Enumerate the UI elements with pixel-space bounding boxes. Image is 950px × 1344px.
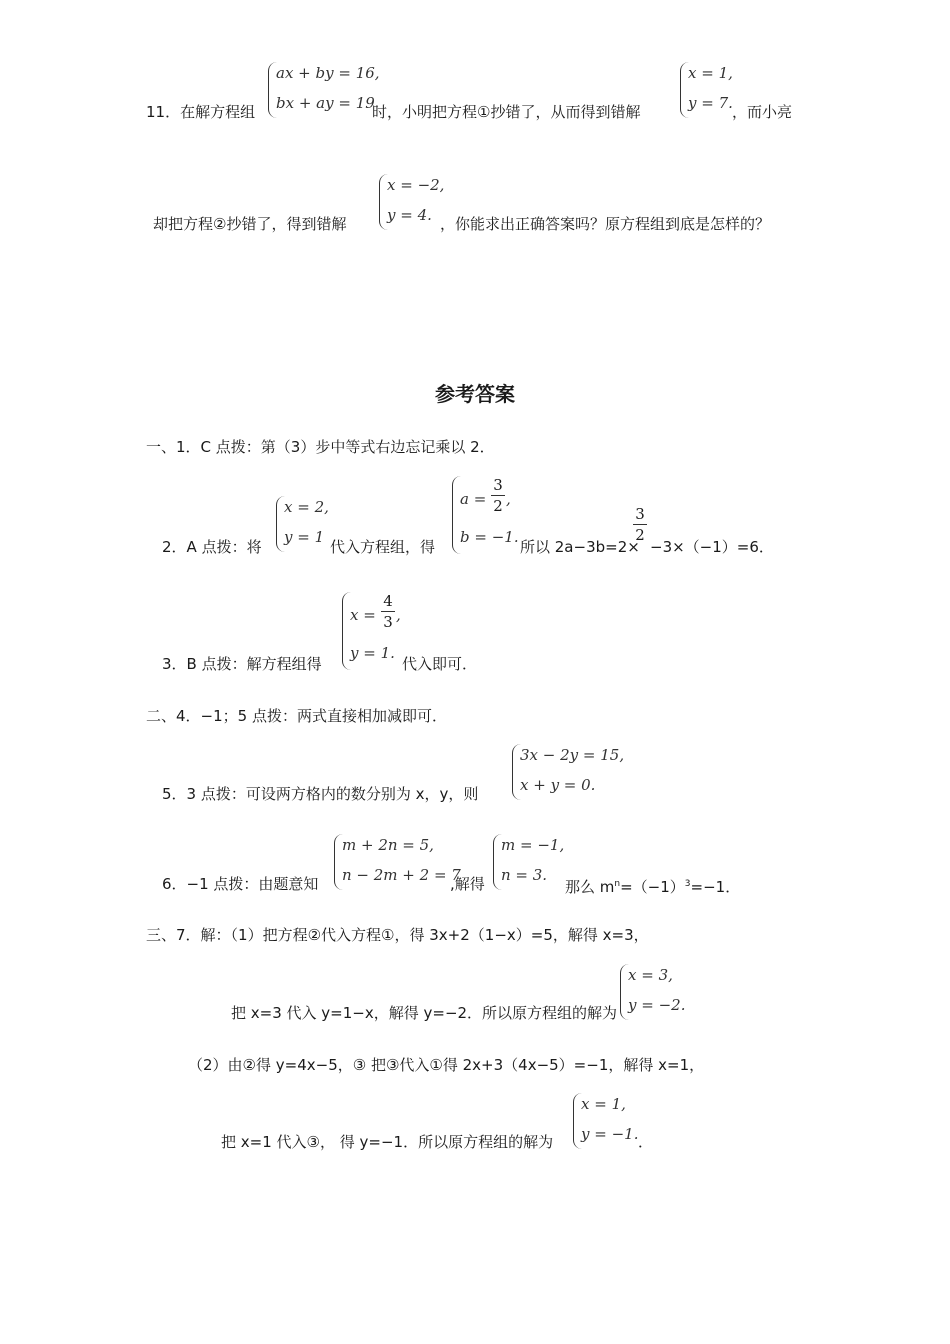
a7-2-y: y = −1. xyxy=(581,1125,639,1143)
a2-b: b = −1. xyxy=(460,528,519,546)
q11-eq2: bx + ay = 19 xyxy=(276,94,375,112)
a5-eq1: 3x − 2y = 15, xyxy=(520,746,625,764)
a6-m: m = −1, xyxy=(501,836,565,854)
a2-a-tail: , xyxy=(506,490,511,508)
answer-3-start: 3．B 点拨：解方程组得 xyxy=(162,655,322,673)
answer-7-system-1 xyxy=(620,964,693,1020)
a3-x-lhs: x = xyxy=(350,606,376,624)
answer-6-system-2 xyxy=(493,834,570,890)
q11-line1-start: 11．在解方程组 xyxy=(146,103,256,121)
a7-2-x: x = 1, xyxy=(581,1095,626,1113)
a6-eq2: n − 2m + 2 = 7 xyxy=(342,866,461,884)
answer-2-calc: 所以 2a−3b=2× xyxy=(520,538,640,556)
q11-xm-y: y = 7. xyxy=(688,94,733,112)
answer-2-system-2 xyxy=(452,476,521,554)
a2-calc-num: 3 xyxy=(635,505,645,523)
answer-2-end: −3×（−1）=6． xyxy=(650,538,774,556)
a7-1-x: x = 3, xyxy=(628,966,673,984)
answer-4: 二、4．−1；5 点拨：两式直接相加减即可． xyxy=(146,707,447,725)
a7-1-y: y = −2. xyxy=(628,996,686,1014)
a2-a-den: 2 xyxy=(493,497,503,515)
q11-line1-end: ，而小亮 xyxy=(732,103,793,121)
answer-7-line1: 三、7．解：（1）把方程②代入方程①，得 3x+2（1−x）=5，解得 x=3， xyxy=(146,926,649,944)
answer-3-system xyxy=(342,592,407,670)
answer-6-middle: ,解得 xyxy=(450,875,485,893)
a2-a-fraction xyxy=(489,476,507,515)
a2-y: y = 1 xyxy=(284,528,325,546)
a6-n: n = 3. xyxy=(501,866,548,884)
answer-5-system xyxy=(512,744,631,800)
q11-eq1: ax + by = 16, xyxy=(276,64,380,82)
answer-6-end xyxy=(565,874,740,897)
a5-eq2: x + y = 0. xyxy=(520,776,596,794)
answer-7-line4: 把 x=1 代入③， 得 y=−1．所以原方程组的解为 xyxy=(221,1133,554,1151)
answer-2-system-1 xyxy=(276,496,335,552)
a3-x-den: 3 xyxy=(383,613,393,631)
a2-calc-fraction xyxy=(631,505,649,544)
a3-x-num: 4 xyxy=(383,592,393,610)
q11-xl-y: y = 4. xyxy=(387,206,432,224)
q11-line2-end: ，你能求出正确答案吗？原方程组到底是怎样的？ xyxy=(440,215,771,233)
a6-text-2: =（−1） xyxy=(620,878,685,896)
answer-7-end: ． xyxy=(638,1133,654,1151)
a2-a-num: 3 xyxy=(493,476,503,494)
q11-line2-start: 却把方程②抄错了，得到错解 xyxy=(153,215,347,233)
q11-xm-x: x = 1, xyxy=(688,64,733,82)
answer-7-line3: （2）由②得 y=4x−5，③ 把③代入①得 2x+3（4x−5）=−1，解得 x=1， xyxy=(188,1056,705,1074)
a2-calc-den: 2 xyxy=(635,526,645,544)
q11-line1-middle: 时，小明把方程①抄错了，从而得到错解 xyxy=(372,103,641,121)
q11-system-original xyxy=(268,62,385,118)
answer-6-start: 6．−1 点拨：由题意知 xyxy=(162,875,319,893)
a6-text-1: 那么 m xyxy=(565,878,615,896)
answer-2-middle: 代入方程组，得 xyxy=(330,538,436,556)
a2-a-lhs: a = xyxy=(460,490,487,508)
answer-2-start: 2．A 点拨：将 xyxy=(162,538,262,556)
a3-y: y = 1. xyxy=(350,644,395,662)
a2-x: x = 2, xyxy=(284,498,329,516)
answer-1: 一、1．C 点拨：第（3）步中等式右边忘记乘以 2． xyxy=(146,438,495,456)
answer-5-start: 5．3 点拨：可设两方格内的数分别为 x，y，则 xyxy=(162,785,479,803)
q11-xl-x: x = −2, xyxy=(387,176,445,194)
answer-6-system-1 xyxy=(334,834,461,890)
answers-title: 参考答案 xyxy=(435,382,515,406)
a6-eq1: m + 2n = 5, xyxy=(342,836,434,854)
a3-x-tail: , xyxy=(396,606,401,624)
answer-7-system-2 xyxy=(573,1093,646,1149)
a6-text-3: =−1． xyxy=(690,878,741,896)
answer-3-end: 代入即可． xyxy=(402,655,478,673)
answer-7-line2: 把 x=3 代入 y=1−x，解得 y=−2．所以原方程组的解为 xyxy=(231,1004,618,1022)
a6-sup-n: n xyxy=(614,879,621,889)
a6-sup-3: 3 xyxy=(684,879,691,889)
a3-x-fraction xyxy=(379,592,397,631)
